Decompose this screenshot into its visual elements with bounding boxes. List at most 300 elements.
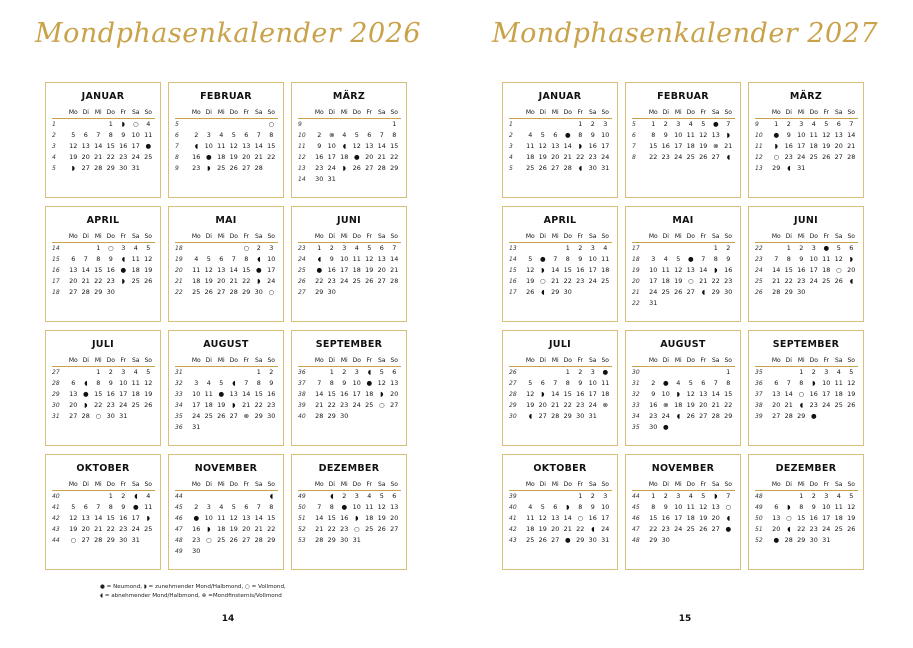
day-cell: 29: [106, 164, 115, 172]
weekday-header: Mi: [674, 109, 682, 116]
day-cell: [203, 119, 216, 131]
day-cell: 21: [242, 401, 251, 409]
day-cell: 13: [81, 142, 90, 150]
weekday-header: Mi: [217, 357, 225, 364]
day-cell: [710, 367, 723, 379]
day-cell: ●: [662, 423, 669, 431]
day-cell: 5: [701, 120, 706, 128]
day-cell: 2: [799, 244, 804, 252]
day-cell: 8: [96, 255, 101, 263]
day-cell: 12: [352, 142, 361, 150]
day-cell: 1: [256, 368, 261, 376]
weekday-header: Di: [785, 233, 792, 240]
week-row: [755, 491, 858, 503]
day-cell: 17: [822, 514, 831, 522]
day-cell: ◖: [799, 401, 803, 409]
week-row: [175, 535, 278, 546]
day-cell: ●: [132, 503, 139, 511]
day-cell: 4: [836, 492, 841, 500]
day-cell: 5: [824, 120, 829, 128]
day-cell: 5: [849, 368, 854, 376]
day-cell: [599, 411, 612, 422]
day-cell: 18: [352, 266, 361, 274]
day-cell: 20: [699, 401, 708, 409]
day-cell: [710, 298, 723, 309]
week-row: [52, 491, 155, 503]
day-cell: [697, 422, 710, 433]
month-august: [625, 330, 741, 446]
day-cell: 7: [231, 255, 236, 263]
day-cell: 6: [392, 368, 397, 376]
month-name: APRIL: [543, 215, 577, 226]
weekday-header: Do: [352, 109, 361, 116]
week-number: 5: [632, 121, 636, 128]
month-name: JULI: [91, 339, 115, 350]
day-cell: 24: [131, 153, 140, 161]
day-cell: 28: [711, 412, 720, 420]
day-cell: 20: [81, 153, 90, 161]
day-cell: [67, 243, 80, 255]
week-row: [52, 243, 155, 255]
day-cell: 26: [365, 277, 374, 285]
week-number: 24: [755, 267, 763, 274]
weekday-header: Di: [328, 357, 335, 364]
weekday-header: Mi: [94, 233, 102, 240]
day-cell: 22: [649, 153, 658, 161]
day-cell: 28: [784, 412, 793, 420]
weekday-header: So: [144, 357, 152, 364]
day-cell: ◗: [541, 266, 545, 274]
day-cell: [228, 119, 241, 131]
day-cell: 19: [538, 153, 547, 161]
week-number-header: [298, 107, 313, 119]
week-number: 39: [298, 402, 306, 409]
day-cell: 16: [576, 390, 585, 398]
day-cell: 15: [724, 390, 733, 398]
day-cell: 23: [809, 401, 818, 409]
day-cell: 5: [849, 492, 854, 500]
day-cell: 28: [315, 536, 324, 544]
month-mai: [625, 206, 741, 322]
day-cell: 17: [649, 277, 658, 285]
day-cell: ◖: [269, 492, 273, 500]
day-cell: [549, 491, 562, 503]
month-november: [625, 454, 741, 570]
weekday-header: Sa: [255, 109, 263, 116]
day-cell: ◖: [541, 288, 545, 296]
weekday-header: Sa: [132, 109, 140, 116]
day-cell: 24: [267, 277, 276, 285]
day-cell: 30: [315, 175, 324, 183]
month-name: SEPTEMBER: [315, 339, 383, 350]
day-cell: 24: [649, 288, 658, 296]
week-row: [632, 411, 735, 422]
day-cell: 1: [96, 244, 101, 252]
week-number: 31: [632, 380, 640, 387]
day-cell: 18: [131, 266, 140, 274]
week-number: 25: [755, 278, 763, 285]
day-cell: [722, 298, 735, 309]
weekday-header-row: [52, 479, 155, 491]
day-cell: 7: [256, 131, 261, 139]
day-cell: ●: [366, 379, 373, 387]
day-cell: 22: [315, 277, 324, 285]
day-cell: 8: [651, 131, 656, 139]
day-cell: [313, 367, 326, 379]
day-cell: 19: [847, 514, 856, 522]
day-cell: 20: [538, 401, 547, 409]
day-cell: 10: [131, 131, 140, 139]
day-cell: 30: [192, 547, 201, 555]
day-cell: ○: [132, 120, 139, 128]
day-cell: ●: [725, 525, 732, 533]
week-number: 3: [52, 143, 56, 150]
day-cell: 25: [144, 525, 153, 533]
weekday-header: So: [390, 233, 398, 240]
weekday-header: Do: [686, 357, 695, 364]
day-cell: 13: [390, 379, 399, 387]
day-cell: [537, 367, 550, 379]
day-cell: ◖: [121, 255, 125, 263]
day-cell: [376, 411, 389, 422]
week-row: [52, 389, 155, 400]
week-row: [52, 254, 155, 265]
day-cell: 11: [834, 503, 843, 511]
week-number-header: [755, 479, 770, 491]
week-number-header: [175, 107, 190, 119]
week-number: 44: [52, 537, 60, 544]
day-cell: 15: [267, 514, 276, 522]
day-cell: 25: [661, 288, 670, 296]
day-cell: 16: [661, 142, 670, 150]
day-cell: 30: [576, 412, 585, 420]
day-cell: 25: [144, 153, 153, 161]
day-cell: 17: [352, 390, 361, 398]
day-cell: [67, 367, 80, 379]
weekday-header: Mo: [525, 357, 535, 364]
day-cell: 30: [563, 288, 572, 296]
day-cell: 7: [553, 255, 558, 263]
day-cell: ●: [564, 131, 571, 139]
day-cell: 7: [774, 255, 779, 263]
week-number: 32: [175, 380, 183, 387]
day-cell: [710, 535, 723, 546]
day-cell: ●: [205, 153, 212, 161]
week-row: [755, 411, 858, 422]
week-number: 53: [298, 537, 306, 544]
day-cell: 23: [315, 164, 324, 172]
day-cell: 8: [108, 131, 113, 139]
week-row: [52, 130, 155, 141]
day-cell: ◗: [355, 514, 359, 522]
day-cell: 21: [563, 525, 572, 533]
weekday-header: Mi: [217, 109, 225, 116]
weekday-header: Mi: [94, 481, 102, 488]
day-cell: 15: [254, 390, 263, 398]
day-cell: 22: [327, 525, 336, 533]
weekday-header-row: [175, 107, 278, 119]
weekday-header: Fr: [243, 233, 249, 240]
day-cell: 15: [327, 390, 336, 398]
day-cell: 27: [217, 288, 226, 296]
day-cell: ●: [712, 120, 719, 128]
day-cell: 30: [649, 423, 658, 431]
day-cell: 22: [576, 153, 585, 161]
day-cell: 10: [588, 379, 597, 387]
day-cell: [833, 411, 846, 422]
day-cell: 20: [551, 153, 560, 161]
day-cell: ○: [268, 120, 275, 128]
day-cell: 27: [365, 164, 374, 172]
weekday-header: Mi: [797, 233, 805, 240]
day-cell: 3: [651, 255, 656, 263]
day-cell: ○: [785, 514, 792, 522]
day-cell: ○: [378, 401, 385, 409]
day-cell: 23: [192, 536, 201, 544]
day-cell: [363, 287, 376, 298]
weekday-header-row: [175, 231, 278, 243]
day-cell: [697, 298, 710, 309]
day-cell: 18: [661, 277, 670, 285]
week-row: [175, 287, 278, 298]
week-number: 17: [52, 278, 60, 285]
day-cell: 19: [377, 514, 386, 522]
day-cell: ⊗: [713, 142, 719, 150]
weekday-header: So: [390, 481, 398, 488]
month-name: JANUAR: [538, 91, 582, 102]
day-cell: ◖: [367, 368, 371, 376]
week-number: 14: [509, 256, 517, 263]
day-cell: 17: [192, 401, 201, 409]
day-cell: 22: [106, 525, 115, 533]
day-cell: 27: [772, 412, 781, 420]
day-cell: 16: [192, 525, 201, 533]
weekday-header: Mo: [191, 109, 201, 116]
weekday-header: Fr: [366, 481, 372, 488]
day-cell: 2: [194, 131, 199, 139]
day-cell: 7: [83, 255, 88, 263]
weekday-header: So: [724, 357, 732, 364]
day-cell: [672, 535, 685, 546]
day-cell: ○: [798, 390, 805, 398]
day-cell: 25: [809, 153, 818, 161]
week-row: [632, 389, 735, 400]
month-januar: [45, 82, 161, 198]
day-cell: 1: [108, 492, 113, 500]
day-cell: [228, 491, 241, 503]
day-cell: 1: [565, 368, 570, 376]
day-cell: [599, 287, 612, 298]
day-cell: 16: [315, 153, 324, 161]
weekday-header-row: [509, 107, 612, 119]
day-cell: 16: [106, 266, 115, 274]
weekday-header: So: [847, 109, 855, 116]
week-row: [298, 119, 401, 131]
day-cell: 24: [809, 277, 818, 285]
day-cell: 18: [217, 153, 226, 161]
day-cell: ◗: [714, 492, 718, 500]
day-cell: 19: [699, 142, 708, 150]
week-number: 40: [509, 504, 517, 511]
weekday-header: Di: [539, 109, 546, 116]
week-number: 26: [755, 289, 763, 296]
day-cell: 11: [601, 255, 610, 263]
week-number-header: [755, 107, 770, 119]
day-cell: 15: [242, 266, 251, 274]
day-cell: 26: [526, 288, 535, 296]
day-cell: 5: [379, 492, 384, 500]
weekday-header: Di: [82, 357, 89, 364]
day-cell: 27: [551, 164, 560, 172]
day-cell: 11: [686, 503, 695, 511]
week-number: 12: [298, 154, 306, 161]
week-row: [298, 378, 401, 389]
week-number: 12: [755, 154, 763, 161]
day-cell: 6: [553, 503, 558, 511]
week-row: [52, 524, 155, 535]
day-cell: 10: [674, 131, 683, 139]
day-cell: 9: [799, 255, 804, 263]
day-cell: 12: [674, 266, 683, 274]
day-cell: 7: [96, 503, 101, 511]
day-cell: 2: [663, 120, 668, 128]
day-cell: 18: [601, 266, 610, 274]
day-cell: 6: [71, 379, 76, 387]
day-cell: 26: [822, 153, 831, 161]
day-cell: 17: [601, 514, 610, 522]
week-row: [509, 130, 612, 141]
week-number: 3: [509, 143, 513, 150]
week-number-header: [52, 107, 67, 119]
day-cell: 16: [809, 390, 818, 398]
day-cell: 8: [565, 255, 570, 263]
day-cell: [67, 491, 80, 503]
week-row: [175, 400, 278, 411]
day-cell: 18: [686, 514, 695, 522]
weekday-header: Fr: [120, 233, 126, 240]
week-row: [52, 411, 155, 422]
day-cell: 6: [849, 244, 854, 252]
day-cell: 14: [94, 514, 103, 522]
day-cell: 2: [663, 492, 668, 500]
day-cell: [265, 163, 278, 174]
day-cell: [685, 243, 698, 255]
day-cell: 22: [327, 401, 336, 409]
day-cell: [326, 119, 339, 131]
day-cell: 21: [772, 277, 781, 285]
day-cell: 8: [256, 379, 261, 387]
month-name: MAI: [215, 215, 237, 226]
day-cell: 13: [365, 142, 374, 150]
day-cell: [80, 367, 93, 379]
week-number: 45: [175, 504, 183, 511]
day-cell: 3: [590, 368, 595, 376]
weekday-header: Fr: [823, 357, 829, 364]
day-cell: ◖: [726, 153, 730, 161]
day-cell: 10: [822, 379, 831, 387]
day-cell: 8: [269, 503, 274, 511]
week-row: [632, 535, 735, 546]
weekday-header: Do: [563, 357, 572, 364]
day-cell: 27: [81, 536, 90, 544]
day-cell: 9: [269, 379, 274, 387]
week-number: 18: [175, 245, 183, 252]
weekday-header: Fr: [120, 357, 126, 364]
week-row: [509, 400, 612, 411]
day-cell: [351, 119, 364, 131]
day-cell: 24: [601, 525, 610, 533]
day-cell: [203, 367, 216, 379]
day-cell: 8: [329, 379, 334, 387]
day-cell: 27: [390, 401, 399, 409]
day-cell: 18: [365, 390, 374, 398]
month-name: MÄRZ: [332, 91, 366, 102]
week-row: [632, 400, 735, 411]
day-cell: 23: [649, 412, 658, 420]
day-cell: 27: [242, 164, 251, 172]
day-cell: 7: [392, 244, 397, 252]
week-number: 15: [509, 267, 517, 274]
weekday-header: Fr: [823, 481, 829, 488]
day-cell: 18: [809, 142, 818, 150]
day-cell: 30: [588, 164, 597, 172]
day-cell: ◗: [566, 503, 570, 511]
weekday-header: Mi: [797, 357, 805, 364]
day-cell: 18: [365, 514, 374, 522]
day-cell: 5: [836, 244, 841, 252]
day-cell: 2: [256, 244, 261, 252]
week-number-header: [632, 355, 647, 367]
day-cell: 9: [786, 131, 791, 139]
day-cell: ◗: [121, 277, 125, 285]
week-number: 18: [52, 289, 60, 296]
week-row: [632, 524, 735, 535]
week-number: 9: [175, 165, 179, 172]
week-number: 46: [632, 515, 640, 522]
weekday-header: Do: [352, 481, 361, 488]
weekday-header: So: [724, 481, 732, 488]
day-cell: ◖: [787, 525, 791, 533]
day-cell: 23: [661, 153, 670, 161]
day-cell: 12: [538, 142, 547, 150]
day-cell: 27: [538, 412, 547, 420]
week-number: 13: [509, 245, 517, 252]
day-cell: 6: [83, 503, 88, 511]
week-number-header: [755, 355, 770, 367]
day-cell: 8: [713, 255, 718, 263]
day-cell: 17: [588, 390, 597, 398]
weekday-header: Mi: [551, 481, 559, 488]
week-row: [298, 367, 401, 379]
day-cell: [820, 287, 833, 298]
week-row: [175, 389, 278, 400]
moon-phase-legend: [100, 583, 360, 601]
weekday-header: Sa: [589, 481, 597, 488]
weekday-header: Fr: [823, 233, 829, 240]
weekday-header: So: [847, 481, 855, 488]
day-cell: 7: [849, 120, 854, 128]
day-cell: 4: [663, 255, 668, 263]
week-row: [509, 163, 612, 174]
day-cell: ⊗: [663, 401, 669, 409]
week-row: [298, 513, 401, 524]
day-cell: 22: [267, 525, 276, 533]
day-cell: [215, 119, 228, 131]
day-cell: 8: [578, 131, 583, 139]
weekday-header: Mo: [771, 233, 781, 240]
week-number: 33: [632, 402, 640, 409]
day-cell: 5: [540, 131, 545, 139]
